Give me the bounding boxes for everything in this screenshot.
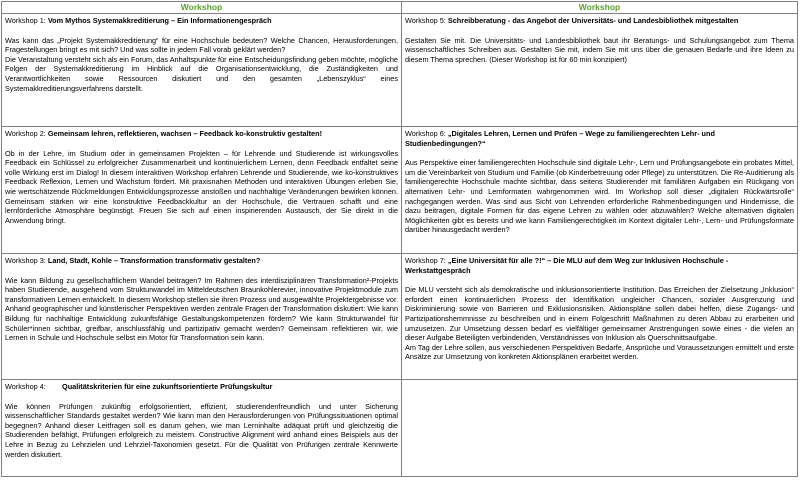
workshop-1-heading bbox=[5, 16, 398, 26]
table-header-row bbox=[2, 2, 798, 14]
workshop-4-cell bbox=[2, 380, 402, 477]
workshop-6-text-1: Aus Perspektive einer familiengerechten Hochschule sind digitale Lehr-, Lern und Prüfungsangebote ein probates Mittel, um die Vereinbarkeit von Studium und Familie (ob Kinderbetreuung oder Pflege) zu unterstützen. Die Re-Auditierung als familiengerechte Hochschule machte sichtbar, dass seitens Studierender mit familiären Aufgaben ein Rückgang von alternativen Lehr- und Lernformaten wahrgenommen wird. Im Workshop soll dieser „digitalen Rückwärtsrolle“ nachgegangen werden. Was sind aus Sicht von Lehrenden erforderliche Rahmenbedingungen und Hindernisse, die dazu beitragen, digitale Formen für das eigene Lehren zu wählen oder abzuwählen? Welche alternativen digitalen Möglichkeiten gibt es bereits und wie kann Familiengerechtigkeit im Kontext digitaler Lehr-, Lern- und Prüfungsformate darüber hinausgedacht werden? bbox=[405, 158, 794, 235]
empty-cell bbox=[402, 380, 798, 477]
table-row bbox=[2, 14, 798, 127]
workshop-4-heading bbox=[5, 382, 398, 392]
workshop-5-text-1: Gestalten Sie mit. Die Universitäts- und Landesbibliothek baut ihr Beratungs- und Schulungsangebot zum Thema wissenschaftliches Schreiben aus. Gestalten Sie mit, indem Sie mit uns über die genauen Bedarfe und ihre Ideen zu diesem Thema sprechen. (Dieser Workshop ist für 60 min konzipiert) bbox=[405, 35, 794, 64]
workshop-2-heading bbox=[5, 129, 398, 139]
workshop-2-text-1: Ob in der Lehre, im Studium oder in gemeinsamen Projekten – für Lehrende und Studierende ist wirkungsvolles Feedback ein Schlüssel zu erfolgreicher Zusammenarbeit und kontinuierlichem Lernen, denn Feedback entfaltet seine volle Wirkung erst im Dialog! In diesem interaktiven Workshop erfahren Lehrende und Studierende, wie ko-konstruktives Feedback Reflexion, Lernen und Wachstum fördert. Mit praxisnahen Methoden und interaktiven Übungen erleben Sie, wie wertschätzende Rückmeldungen Entwicklungsprozesse anstoßen und nachhaltige Veränderungen bewirken können. Gemeinsam stärken wir eine konstruktive Feedbackkultur an der Hochschule, die Vertrauen schafft und eine lernförderliche Atmosphäre begünstigt. Freuen Sie sich auf einen inspirierenden Austausch, der Sie direkt in die Anwendung bringt. bbox=[5, 148, 398, 225]
table-row bbox=[2, 254, 798, 380]
workshop-7-heading bbox=[405, 256, 794, 275]
workshop-2-cell bbox=[2, 127, 402, 254]
table-row bbox=[2, 380, 798, 477]
workshop-1-text-2: Die Veranstaltung versteht sich als ein Forum, das Anhaltspunkte für eine Entscheidungsfindung geben möchte, mögliche Folgen der Systemakkreditierung im Hinblick auf die Organisationsentwicklung, die Zuständigkeiten und Verantwortlichkeiten sowie Ressourcen diskutiert und den gesamten „Lebenszyklus“ eines Systemakkreditierungsverfahrens darstellt. bbox=[5, 54, 398, 93]
workshop-7-text-1: Die MLU versteht sich als demokratische und inklusionsorientierte Institution. Das Erreichen der Zielsetzung „Inklusion“ erfordert einen kontinuierlichen Prozess der Identifikation ungleicher Chancen, sozialer Ausgrenzung und Diskriminierung sowie von Barrieren und Exklusionsrisiken. Aktionspläne sollen dabei helfen, diese Zugangs- und Partizipationshemmnisse zu beschreiben und in einem Folgeschritt Maßnahmen zu deren Abbau zu erarbeiten und umzusetzen. Zur Umsetzung dessen bedarf es vielfältiger gemeinsamer Anstrengungen sowie eines - die vielen an dieser Aufgabe Beteiligten verbindenden, Verständnisses von Inklusion als Querschnittsaufgabe. bbox=[405, 285, 794, 343]
workshop-3-title: Land, Stadt, Kohle – Transformation transformativ gestalten? bbox=[47, 256, 261, 265]
workshop-7-cell bbox=[402, 254, 798, 380]
workshop-3-heading bbox=[5, 256, 398, 266]
workshop-3-label: Workshop 3: bbox=[5, 256, 48, 265]
workshop-2-label: Workshop 2: bbox=[5, 129, 48, 138]
workshop-2-title: Gemeinsam lehren, reflektieren, wachsen – Feedback ko-konstruktiv gestalten! bbox=[47, 129, 322, 138]
workshop-6-heading bbox=[405, 129, 794, 148]
workshop-1-label: Workshop 1: bbox=[5, 16, 48, 25]
workshop-7-title: „Eine Universität für alle ?!“ – Die MLU auf dem Weg zur Inklusiven Hochschule - Werkstattgespräch bbox=[405, 256, 729, 275]
header-right: Workshop bbox=[402, 2, 798, 14]
workshop-1-title: Vom Mythos Systemakkreditierung – Ein Informationengespräch bbox=[47, 16, 272, 25]
workshop-4-title: Qualitätskriterien für eine zukunftsorientierte Prüfungskultur bbox=[62, 382, 273, 391]
workshop-6-title: „Digitales Lehren, Lernen und Prüfen – Wege zu familiengerechten Lehr- und Studienbedingungen?“ bbox=[405, 129, 715, 148]
workshop-1-cell bbox=[2, 14, 402, 127]
workshop-7-text-2: Am Tag der Lehre sollen, aus verschiedenen Perspektiven Bedarfe, Ansprüche und Voraussetzungen ermittelt und erste Ansätze zur Umsetzung von konkreten Aktionsplänen erarbeitet werden. bbox=[405, 342, 794, 362]
workshop-3-text-1: Wie kann Bildung zu gesellschaftlichem Wandel beitragen? Im Rahmen des interdisziplinären Transformation²-Projekts haben Studierende, ausgehend vom Strukturwandel im Mitteldeutschen Braunkohlerevier, innovative Projektmodule zum transformativen Lernen entwickelt. In diesem Workshop stellen sie ihren Prozess und ausgewählte Projektergebnisse vor. Anhand geographischer und künstlerischer Perspektiven werden zentrale Fragen der Transformation diskutiert: Wie kann Bildung für nachhaltige Entwicklung zukunftsfähige Gestaltungskompetenzen fördern? Wie kann Strukturwandel für Schüler*innen sichtbar, greifbar, anschlussfähig und partizipativ gemacht werden? Gemeinsam reflektieren wir, wie Lernen in Schule und Hochschule selbst ein Motor für Transformation sein kann. bbox=[5, 275, 398, 343]
workshop-4-text-1: Wie können Prüfungen zukünftig erfolgsorientiert, effizient, studierendenfreundlich und unter Sicherung wissenschaftlicher Standards gestaltet werden? Wie kann man den Herausforderungen von Prüfungssituationen optimal begegnen? Anhand dieser Leitfragen soll es darum gehen, wie man Lerninhalte adäquat prüft und gleichzeitig die Studierenden befähigt, Prüfungen erfolgreich zu meistern. Constructive Alignment wird anhand eines Beispiels aus der Lehre in Bezug zu Lehrzielen und Lehrziel-Taxonomien gesetzt. Für die Qualität von Prüfungen zentrale Kennwerte werden diskutiert. bbox=[5, 401, 398, 459]
workshop-4-label: Workshop 4: bbox=[5, 382, 63, 391]
workshop-table bbox=[1, 1, 798, 477]
workshop-3-cell bbox=[2, 254, 402, 380]
workshop-5-label: Workshop 5: bbox=[405, 16, 448, 25]
table-row bbox=[2, 127, 798, 254]
workshop-5-cell bbox=[402, 14, 798, 127]
workshop-6-cell bbox=[402, 127, 798, 254]
workshop-1-text-1: Was kann das „Projekt Systemakkreditierung“ für eine Hochschule bedeuten? Welche Chancen, Herausforderungen, Fragestellungen bringt es mit sich? Und was sollte in jedem Fall vorab geklärt werden? bbox=[5, 35, 398, 55]
header-left: Workshop bbox=[2, 2, 402, 14]
workshop-7-label: Workshop 7: bbox=[405, 256, 448, 265]
workshop-5-heading bbox=[405, 16, 794, 26]
workshop-5-title: Schreibberatung - das Angebot der Universitäts- und Landesbibliothek mitgestalten bbox=[447, 16, 739, 25]
workshop-6-label: Workshop 6: bbox=[405, 129, 448, 138]
